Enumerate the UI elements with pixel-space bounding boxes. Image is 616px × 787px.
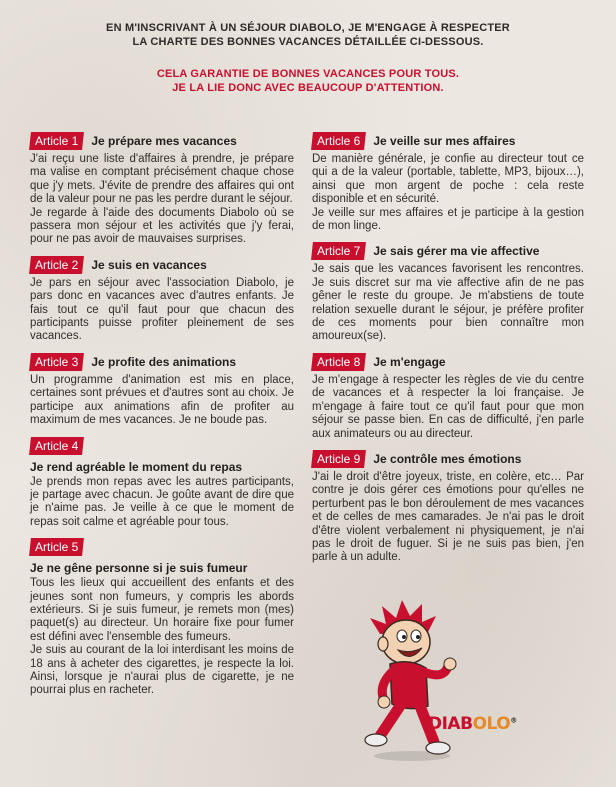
article-7 [312,241,584,343]
article-body [30,374,294,428]
article-paragraph: J'ai le droit d'être joyeux, triste, en colère, etc… Par contre je dois gérer ces émotions pour qu'elles ne perturbent pas le bon déroulement de mes vacances et de celles de mes camarades. Je n'ai pas le droit d'être violent verbalement ni physiquement, je n'ai pas le droit de fuguer. Si je ne suis pas bien, j'en parle à un adulte. [312,470,584,564]
article-9 [312,449,584,565]
article-badge: Article 1 [29,132,84,150]
article-paragraph: Je pars en séjour avec l'association Diabolo, je pars donc en vacances avec d'autres enfants. Je fais tout ce qu'il faut pour que chacun des participants puisse profiter pleinement de ses vacances. [30,276,294,343]
article-header [30,131,294,151]
running-boy-icon [362,596,532,766]
article-badge: Article 2 [29,256,84,274]
article-body [30,476,294,530]
article-paragraph: Je veille sur mes affaires et je participe à la gestion de mon linge. [312,206,584,233]
article-title: Je veille sur mes affaires [373,134,516,148]
article-1 [30,131,294,247]
article-badge: Article 5 [29,538,84,556]
article-paragraph: Je sais que les vacances favorisent les rencontres. Je suis discret sur ma vie affective afin de ne pas gêner le reste du groupe. Je m'abstiens de toute relation sexuelle durant le séjour, je préfère profiter de ces moments pour bien connaître mon amoureux(se). [312,263,584,343]
article-badge: Article 7 [311,242,366,260]
article-paragraph: Tous les lieux qui accueillent des enfants et des jeunes sont non fumeurs, y compris les abords extérieurs. Si je suis fumeur, je remets mon (mes) paquet(s) au directeur. Un horaire fixe pour fumer est défini avec l'ensemble des fumeurs. [30,577,294,643]
logo-part-2: OLO [472,714,511,734]
article-2 [30,255,294,344]
article-badge: Article 4 [29,437,84,455]
article-title: Je profite des animations [91,354,237,369]
article-header [312,449,584,469]
article-body [312,153,584,233]
article-header [30,352,294,372]
article-paragraph: Je regarde à l'aide des documents Diabolo où se passera mon séjour et les activités que j'y ferai, pour ne pas avoir de mauvaises surprises. [30,206,294,246]
article-badge: Article 8 [311,353,366,371]
article-6 [312,131,584,233]
article-3 [30,352,294,428]
article-title: Je ne gêne personne si je suis fumeur [30,561,248,576]
article-body [312,374,584,441]
diabolo-logo [428,714,517,734]
article-body [312,471,584,565]
right-column [312,131,584,573]
article-badge: Article 6 [311,132,366,150]
article-badge: Article 3 [29,353,84,371]
article-badge: Article 9 [311,450,366,468]
article-paragraph: De manière générale, je confie au directeur tout ce qui a de la valeur (portable, tablette, MP3, bijoux…), ainsi que mon argent de poche : cela reste disponible et en sécurité. [312,153,584,206]
article-paragraph: Un programme d'animation est mis en place, certaines sont prévues et d'autres sont au choix. Je participe aux animations afin de profiter au maximum de mes vacances. Je ne boude pas. [30,373,294,427]
article-8 [312,352,584,441]
article-paragraph: J'ai reçu une liste d'affaires à prendre, je prépare ma valise en comptant précisément chaque chose que j'y mets. J'évite de prendre des affaires qui ont de la valeur pour ne pas les perdre durant le séjour. [30,153,294,206]
article-header [30,537,294,557]
article-title: Je rend agréable le moment du repas [30,459,243,474]
article-header [30,255,294,275]
page-header [0,21,616,95]
header-red-line-2: JE LA LIE DONC AVEC BEAUCOUP D'ATTENTION. [172,82,444,94]
article-header [312,241,584,261]
article-paragraph: Je suis au courant de la loi interdisant les moins de 18 ans à acheter des cigarettes, je respecte la loi. Ainsi, lorsque je n'aurai plus de cigarette, je ne pourrai plus en racheter. [30,644,294,697]
article-paragraph: Je m'engage à respecter les règles de vie du centre de vacances et à respecter la loi française. Je m'engage à faire tout ce qu'il faut pour que mon séjour se passe bien. En cas de difficulté, j'en parle aux animateurs ou au directeur. [312,373,584,440]
article-paragraph: Je prends mon repas avec les autres participants, je partage avec chacun. Je goûte avant de dire que je n'aime pas. Je veille à ce que le moment de repas soit calme et agréable pour tous. [30,475,294,528]
article-header [30,436,294,456]
header-red-line-1: CELA GARANTIE DE BONNES VACANCES POUR TOUS. [156,68,460,80]
article-body [312,263,584,343]
header-line-1: EN M'INSCRIVANT À UN SÉJOUR DIABOLO, JE M'ENGAGE À RESPECTER [106,22,510,34]
article-5 [30,537,294,698]
article-body [30,577,294,698]
article-title: Je prépare mes vacances [91,134,237,148]
article-header [312,352,584,372]
mascot-illustration [362,596,532,766]
article-body [30,153,294,247]
article-header [312,131,584,151]
header-line-2: LA CHARTE DES BONNES VACANCES DÉTAILLÉE CI-DESSOUS. [132,36,484,48]
article-4 [30,436,294,530]
article-body [30,277,294,344]
article-title: Je m'engage [373,354,446,369]
article-title: Je contrôle mes émotions [373,451,522,466]
registered-mark: ® [510,716,517,725]
article-title: Je sais gérer ma vie affective [373,244,540,259]
logo-part-1: DIAB [428,714,473,734]
left-column [30,131,294,706]
article-title: Je suis en vacances [91,257,207,272]
